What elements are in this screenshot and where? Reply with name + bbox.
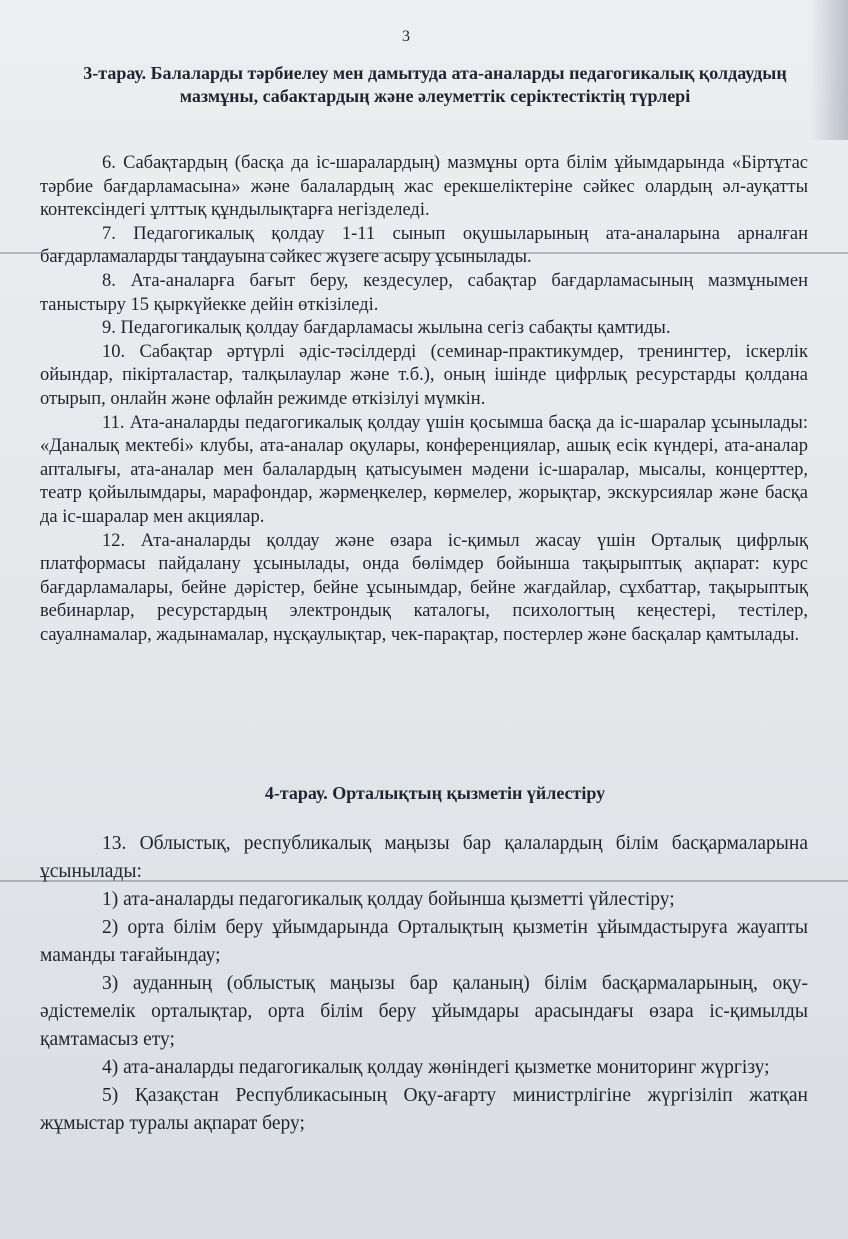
list-item-3: 3) ауданның (облыстық маңызы бар қаланың) білім басқармаларының, оқу-әдістемелік орталықтар, орта білім беру ұйымдары арасындағы өзара іс-қимылды қамтамасыз ету;: [40, 973, 808, 1050]
list-item-4: 4) ата-аналарды педагогикалық қолдау жөніндегі қызметке мониторинг жүргізу;: [102, 1057, 770, 1078]
paragraph-9: 9. Педагогикалық қолдау бағдарламасы жылына сегіз сабақты қамтиды.: [102, 318, 671, 339]
page-edge-shadow: [810, 0, 848, 140]
paper-fold-line: [0, 252, 848, 254]
paragraph-10: 10. Сабақтар әртүрлі әдіс-тәсілдерді (семинар-практикумдер, тренингтер, іскерлік ойындар, пікірталастар, талқылаулар және т.б.), оның ішінде цифрлық ресурстарды қолдана отырып, онлайн және офлайн режимде өткізілуі мүмкін.: [40, 341, 808, 409]
list-item-5: 5) Қазақстан Республикасының Оқу-ағарту министрлігіне жүргізіліп жатқан жұмыстар туралы ақпарат беру;: [40, 1085, 808, 1134]
paragraph-6: 6. Сабақтардың (басқа да іс-шаралардың) мазмұны орта білім ұйымдарында «Біртұтас тәрбие бағдарламасына» және балалардың жас ерекшеліктеріне сәйкес олардың әл-ауқатты контексіндегі ұлттық құндылықтарға негізделеді.: [40, 153, 808, 221]
paragraph-8: 8. Ата-аналарға бағыт беру, кездесулер, сабақтар бағдарламасының мазмұнымен таныстыру 15 қыркүйекке дейін өткізіледі.: [40, 270, 808, 315]
page-number: 3: [402, 28, 410, 45]
paragraph-13: 13. Облыстық, республикалық маңызы бар қалалардың білім басқармаларына ұсынылады:: [40, 833, 808, 882]
chapter-3-body: [40, 152, 808, 647]
list-item-2: 2) орта білім беру ұйымдарында Орталықтың қызметін ұйымдастыруға жауапты маманды тағайындау;: [40, 917, 808, 966]
paragraph-12: 12. Ата-аналарды қолдау және өзара іс-қимыл жасау үшін Орталық цифрлық платформасы пайдалану ұсынылады, онда бөлімдер бойынша тақырыптық ақпарат: курс бағдарламалары, бейне дәрістер, бейне ұсынымдар, бейне жағдайлар, сұхбаттар, тақырыптық вебинарлар, ресурстардың электрондық каталогы, психологтың кеңестері, тестілер, сауалнамалар, жадынамалар, нұсқаулықтар, чек-парақтар, постерлер және басқалар қамтылады.: [40, 530, 808, 645]
paragraph-11: 11. Ата-аналарды педагогикалық қолдау үшін қосымша басқа да іс-шаралар ұсынылады: «Даналық мектебі» клубы, ата-аналар оқулары, конференциялар, ашық есік күндері, ата-аналар апталығы, ата-аналар мен балалардың қатысуымен мәдени іс-шаралар, мысалы, концерттер, театр қойылымдары, марафондар, жәрмеңкелер, көрмелер, жорықтар, экскурсиялар және басқа да іс-шаралар мен акциялар.: [40, 412, 808, 527]
chapter-4-body: [40, 830, 808, 1138]
chapter-3-title: 3-тарау. Балаларды тәрбиелеу мен дамытуда ата-аналарды педагогикалық қолдаудың мазмұны, сабактардың және әлеуметтік серіктестіктің түрлері: [83, 63, 787, 106]
chapter-4-title: 4-тарау. Орталықтың қызметін үйлестіру: [264, 783, 606, 803]
paragraph-7: 7. Педагогикалық қолдау 1-11 сынып оқушыларының ата-аналарына арналған бағдарламаларды таңдауына сәйкес жүзеге асыру ұсынылады.: [40, 223, 808, 268]
list-item-1: 1) ата-аналарды педагогикалық қолдау бойынша қызметті үйлестіру;: [102, 889, 675, 910]
paper-fold-line: [0, 880, 848, 882]
